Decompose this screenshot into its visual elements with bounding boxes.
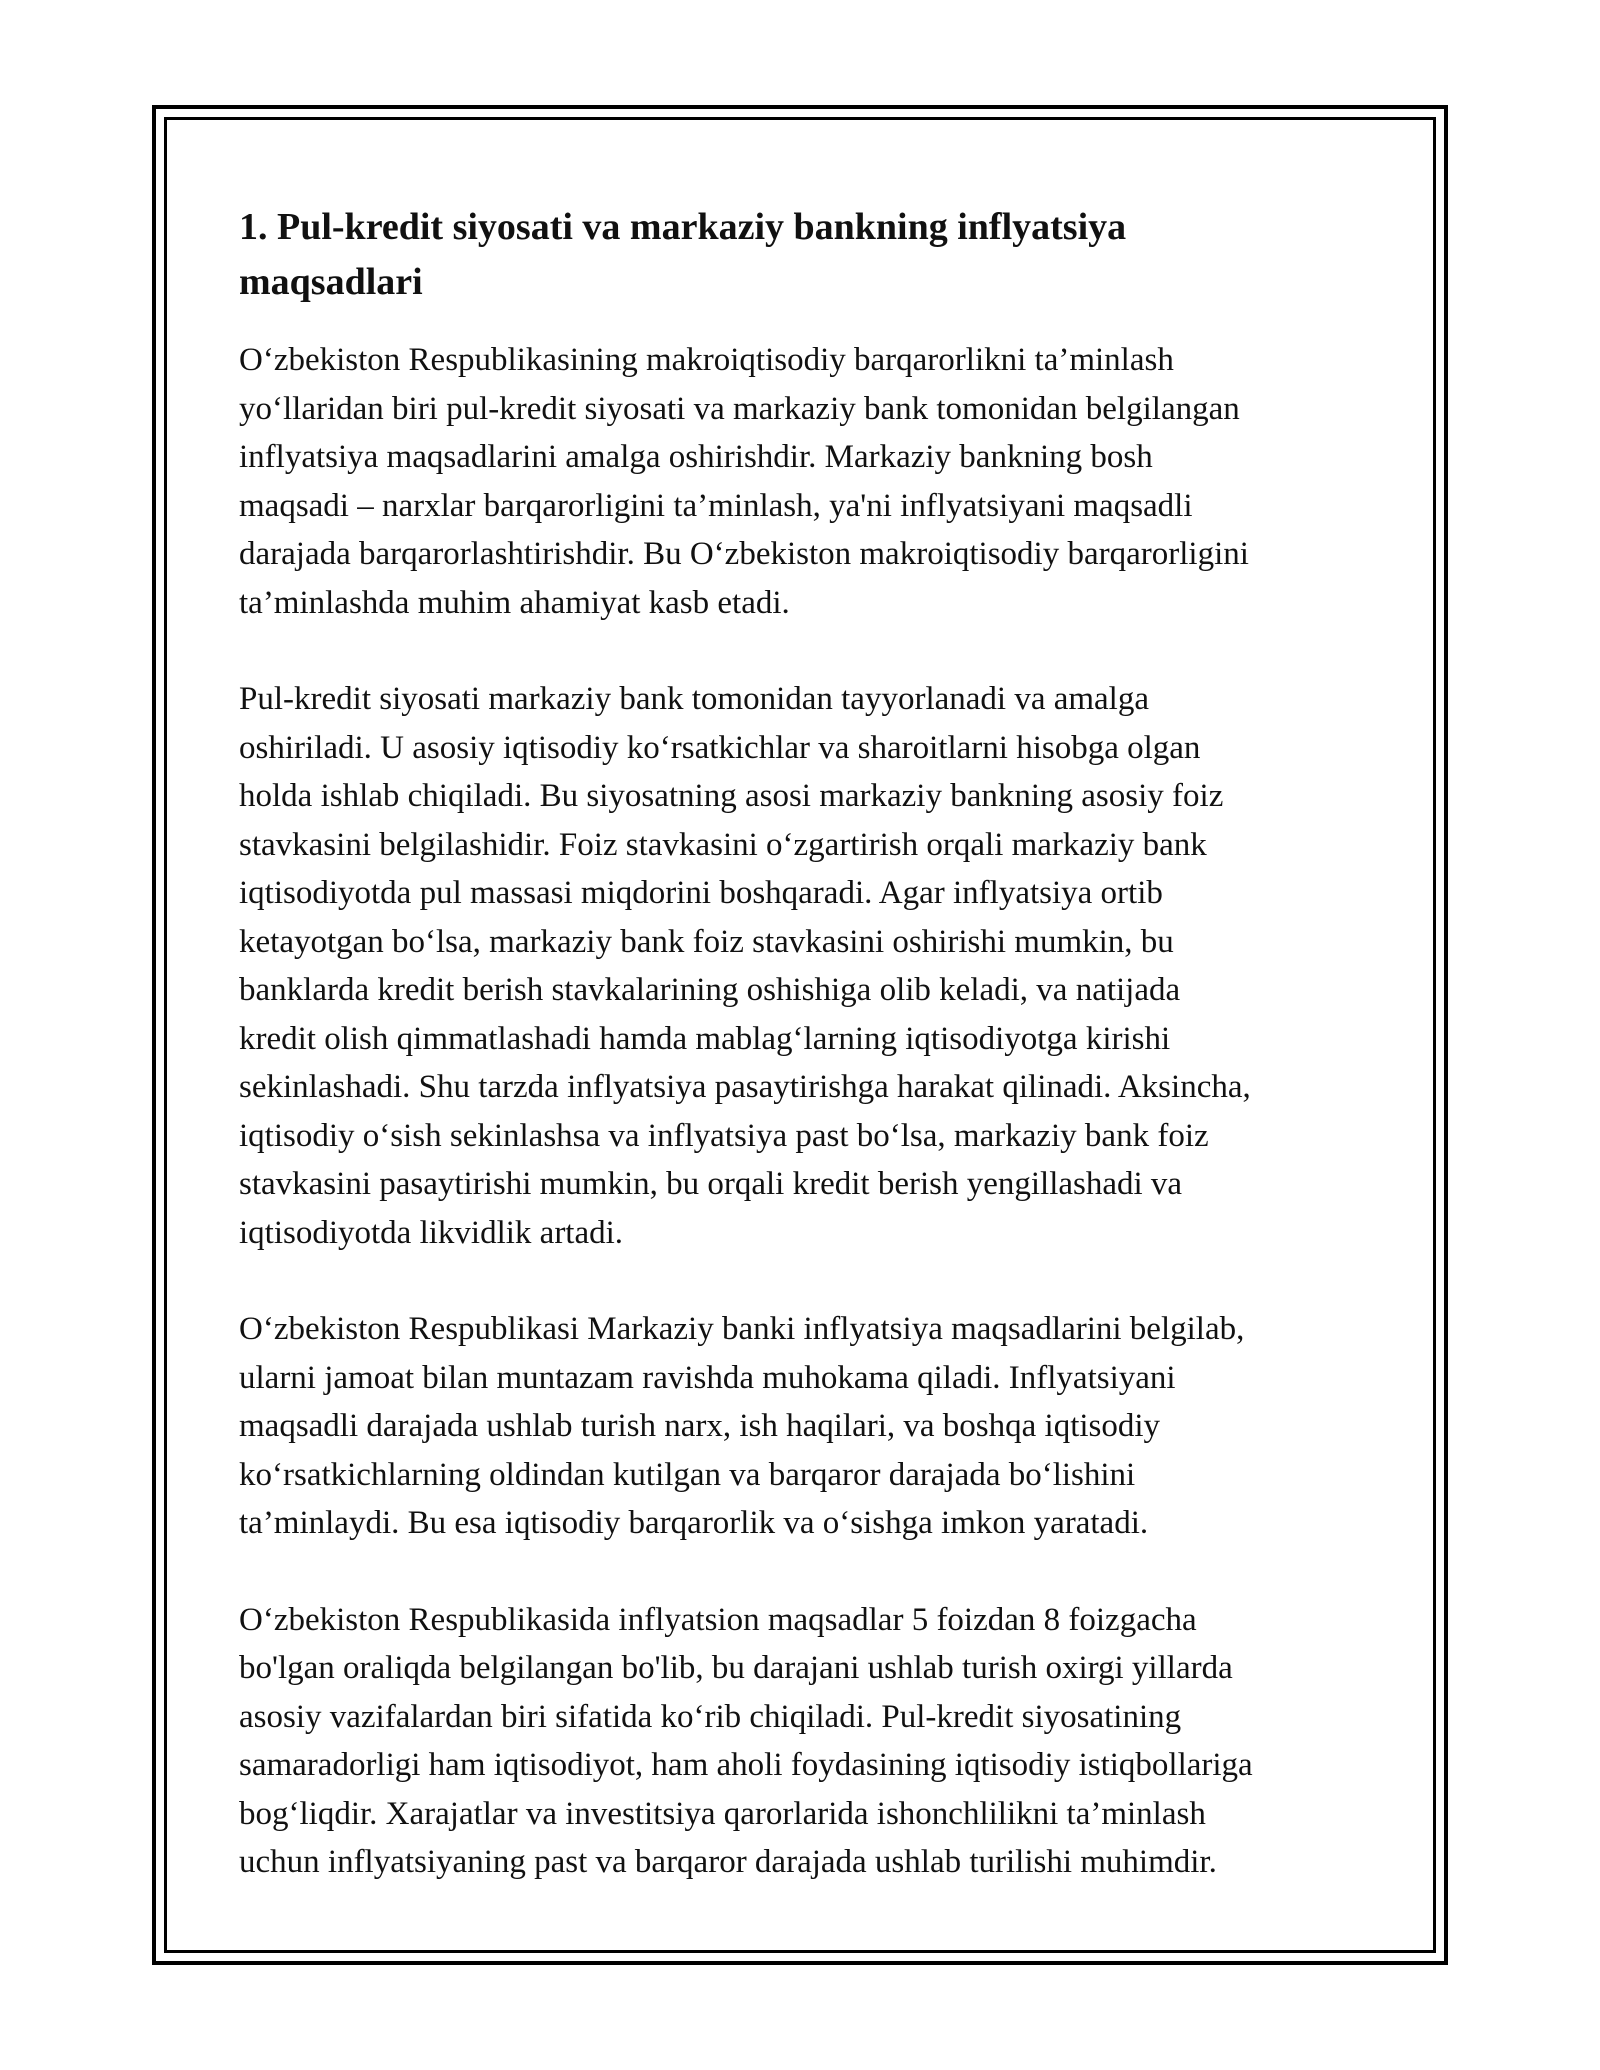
text-line: maqsadli darajada ushlab turish narx, ish haqilari, va boshqa iqtisodiy	[239, 1408, 1161, 1444]
text-line: stavkasini pasaytirishi mumkin, bu orqali kredit berish yengillashadi va	[239, 1166, 1183, 1202]
title-line: maqsadlari	[239, 261, 423, 303]
text-line: ketayotgan bo‘lsa, markaziy bank foiz stavkasini oshirishi mumkin, bu	[239, 923, 1174, 960]
text-line: inflyatsiya maqsadlarini amalga oshirishdir. Markaziy bankning bosh	[239, 439, 1153, 475]
text-line: stavkasini belgilashidir. Foiz stavkasini o‘zgartirish orqali markaziy bank	[239, 826, 1207, 863]
paragraph-1	[239, 336, 1379, 627]
text-line: bo'lgan oraliqda belgilangan bo'lib, bu darajani ushlab turish oxirgi yillarda	[239, 1650, 1233, 1686]
text-line: iqtisodiyotda likvidlik artadi.	[239, 1214, 624, 1251]
text-line: darajada barqarorlashtirishdir. Bu O‘zbekiston makroiqtisodiy barqarorligini	[239, 536, 1249, 572]
text-line: oshiriladi. U asosiy iqtisodiy ko‘rsatkichlar va sharoitlarni hisobga olgan	[239, 729, 1201, 766]
text-line: yo‘llaridan biri pul-kredit siyosati va markaziy bank tomonidan belgilangan	[239, 390, 1240, 427]
section-title	[239, 200, 1379, 310]
text-line: bog‘liqdir. Xarajatlar va investitsiya qarorlarida ishonchlilikni ta’minlash	[239, 1795, 1206, 1832]
text-line: kredit olish qimmatlashadi hamda mablag‘larning iqtisodiyotga kirishi	[239, 1020, 1171, 1057]
page-border-inner	[164, 117, 1436, 1953]
text-line: banklarda kredit berish stavkalarining oshishiga olib keladi, va natijada	[239, 972, 1181, 1008]
text-line: asosiy vazifalardan biri sifatida ko‘rib chiqiladi. Pul-kredit siyosatining	[239, 1698, 1182, 1735]
text-line: ta’minlashda muhim ahamiyat kasb etadi.	[239, 584, 790, 621]
document-body	[239, 200, 1379, 1935]
title-line: 1. Pul-kredit siyosati va markaziy bankning inflyatsiya	[239, 206, 1127, 248]
text-line: iqtisodiy o‘sish sekinlashsa va inflyatsiya past bo‘lsa, markaziy bank foiz	[239, 1117, 1209, 1154]
text-line: O‘zbekiston Respublikasida inflyatsion maqsadlar 5 foizdan 8 foizgacha	[239, 1601, 1197, 1638]
text-line: O‘zbekiston Respublikasi Markaziy banki inflyatsiya maqsadlarini belgilab,	[239, 1311, 1245, 1347]
text-line: ularni jamoat bilan muntazam ravishda muhokama qiladi. Inflyatsiyani	[239, 1359, 1176, 1396]
text-line: iqtisodiyotda pul massasi miqdorini boshqaradi. Agar inflyatsiya ortib	[239, 875, 1163, 911]
text-line: uchun inflyatsiyaning past va barqaror darajada ushlab turilishi muhimdir.	[239, 1844, 1217, 1880]
text-line: samaradorligi ham iqtisodiyot, ham aholi foydasining iqtisodiy istiqbollariga	[239, 1747, 1253, 1783]
text-line: Pul-kredit siyosati markaziy bank tomonidan tayyorlanadi va amalga	[239, 681, 1149, 717]
text-line: sekinlashadi. Shu tarzda inflyatsiya pasaytirishga harakat qilinadi. Aksincha,	[239, 1069, 1251, 1105]
paragraph-4	[239, 1596, 1379, 1887]
text-line: maqsadi – narxlar barqarorligini ta’minlash, ya'ni inflyatsiyani maqsadli	[239, 487, 1193, 524]
paragraph-3	[239, 1305, 1379, 1548]
text-line: holda ishlab chiqiladi. Bu siyosatning asosi markaziy bankning asosiy foiz	[239, 778, 1224, 814]
page-border-outer	[152, 105, 1448, 1965]
text-line: ko‘rsatkichlarning oldindan kutilgan va barqaror darajada bo‘lishini	[239, 1456, 1136, 1493]
paragraph-2	[239, 675, 1379, 1257]
text-line: O‘zbekiston Respublikasining makroiqtisodiy barqarorlikni ta’minlash	[239, 342, 1174, 378]
text-line: ta’minlaydi. Bu esa iqtisodiy barqarorlik va o‘sishga imkon yaratadi.	[239, 1505, 1149, 1541]
